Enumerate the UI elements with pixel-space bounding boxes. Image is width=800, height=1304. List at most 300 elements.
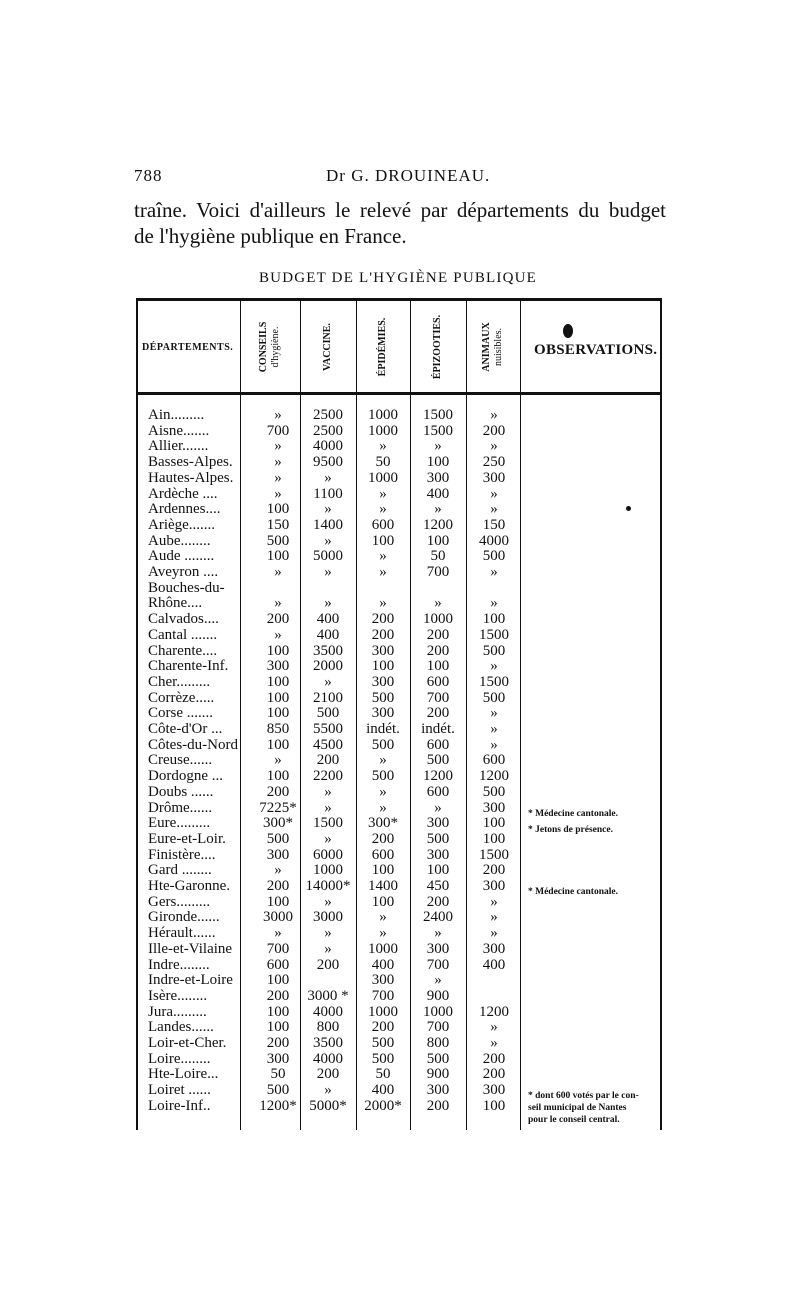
note-loire-inf (528, 1090, 639, 1126)
animaux-cell: 300 (482, 799, 506, 816)
animaux-cell: 250 (482, 454, 506, 471)
epizooties-cell: 450 (426, 878, 450, 894)
vaccine-cell: » (324, 925, 332, 942)
header-animaux-text (481, 302, 505, 392)
table-row (136, 942, 662, 958)
epidemies-cell: 1000 (368, 422, 398, 439)
epidemies-cell: » (379, 752, 387, 769)
epizooties-cell: 500 (426, 752, 450, 769)
header-vaccine (300, 304, 356, 390)
epidemies-cell: 100 (371, 658, 395, 675)
epidemies-cell: 700 (371, 987, 395, 1004)
epizooties-cell: 1200 (423, 768, 453, 785)
vaccine-cell: 2100 (313, 689, 343, 706)
epizooties-cell: 300 (426, 1082, 450, 1099)
conseils-cell: 200 (266, 987, 290, 1004)
table-row (136, 958, 662, 974)
animaux-cell: » (490, 909, 498, 926)
conseils-cell: 50 (270, 1066, 286, 1083)
vaccine-cell: 1500 (313, 815, 343, 832)
vaccine-cell: 200 (316, 956, 340, 973)
epidemies-cell: indét. (366, 721, 400, 737)
vaccine-cell: » (324, 799, 332, 816)
table-row (136, 769, 662, 785)
epizooties-cell: 100 (426, 532, 450, 549)
conseils-cell: 100 (266, 1019, 290, 1036)
table-row (136, 439, 662, 455)
header-conseils-line1: CONSEILS (258, 321, 269, 373)
epizooties-cell: 300 (426, 940, 450, 957)
epidemies-cell: 300 (371, 972, 395, 989)
epidemies-cell: 100 (371, 893, 395, 910)
vaccine-cell: 2200 (313, 768, 343, 785)
epizooties-cell: 1500 (423, 422, 453, 439)
running-title: Dr G. DROUINEAU. (326, 166, 491, 185)
table-row (136, 549, 662, 565)
conseils-cell: 200 (266, 611, 290, 628)
vaccine-cell: 6000 (313, 846, 343, 863)
table-row (136, 612, 662, 628)
vaccine-cell: 3500 (313, 642, 343, 659)
conseils-cell: 700 (266, 940, 290, 957)
conseils-cell: 100 (266, 548, 290, 565)
dept-cell: Cantal ....... (148, 627, 218, 643)
animaux-cell: 200 (482, 1050, 506, 1067)
table-row (136, 1020, 662, 1036)
note-loire-inf-line3: pour le conseil central. (528, 1115, 620, 1125)
conseils-cell: 500 (266, 1082, 290, 1099)
dept-cell: Corse ....... (148, 706, 213, 722)
table-row (136, 455, 662, 471)
table-row (136, 502, 662, 518)
vaccine-cell: 2500 (313, 422, 343, 439)
vaccine-cell: 500 (316, 705, 340, 722)
header-conseils (240, 304, 300, 390)
animaux-cell: » (490, 721, 498, 737)
table-row (136, 518, 662, 534)
epidemies-cell: 1400 (368, 878, 398, 894)
epizooties-cell: 600 (426, 736, 450, 753)
dept-cell: Finistère.... (148, 847, 216, 863)
animaux-cell: 200 (482, 862, 506, 879)
vaccine-cell: 4000 (313, 1050, 343, 1067)
conseils-cell: 850 (266, 721, 290, 737)
epizooties-cell: » (434, 501, 442, 518)
dept-cell: Cher......... (148, 674, 211, 690)
table-title: BUDGET DE L'HYGIÈNE PUBLIQUE (258, 270, 538, 286)
animaux-cell: 1200 (479, 1003, 509, 1020)
dept-cell: Hérault...... (148, 926, 216, 942)
animaux-cell: 600 (482, 752, 506, 769)
epizooties-cell: 1200 (423, 516, 453, 533)
epidemies-cell: 500 (371, 768, 395, 785)
epidemies-cell: 500 (371, 1035, 395, 1051)
conseils-cell: 100 (266, 673, 290, 690)
epizooties-cell: 200 (426, 705, 450, 722)
dept-cell: Landes...... (148, 1020, 214, 1036)
table-row (136, 738, 662, 754)
conseils-cell: 100 (266, 705, 290, 722)
animaux-cell: » (490, 595, 498, 612)
dept-cell: Hte-Garonne. (148, 879, 231, 894)
animaux-cell: 150 (482, 516, 506, 533)
table-row (136, 596, 662, 612)
vaccine-cell: 5500 (313, 721, 343, 737)
table-row (136, 1067, 662, 1083)
intro-paragraph (134, 197, 666, 249)
table-row (136, 534, 662, 550)
vaccine-cell: 2500 (313, 407, 343, 423)
epizooties-cell: 500 (426, 830, 450, 847)
animaux-cell: » (490, 407, 498, 423)
ink-blot (563, 324, 573, 338)
epizooties-cell: 100 (426, 658, 450, 675)
animaux-cell: 100 (482, 830, 506, 847)
table-row (136, 1052, 662, 1068)
table-row (136, 471, 662, 487)
dept-cell: Ardennes.... (148, 502, 221, 518)
animaux-cell: 1500 (479, 626, 509, 643)
epizooties-cell: 900 (426, 987, 450, 1004)
vaccine-cell: 1000 (313, 862, 343, 879)
conseils-cell: 150 (266, 516, 290, 533)
table-row (136, 753, 662, 769)
conseils-cell: 100 (266, 768, 290, 785)
epizooties-cell: 200 (426, 893, 450, 910)
dept-cell: Calvados.... (148, 612, 219, 628)
conseils-cell: 1200* (259, 1097, 297, 1114)
stray-ink-dot (626, 506, 631, 511)
conseils-cell: 100 (266, 501, 290, 518)
animaux-cell: » (490, 1035, 498, 1051)
conseils-cell: » (274, 925, 282, 942)
conseils-cell: 100 (266, 893, 290, 910)
animaux-cell: » (490, 564, 498, 580)
vaccine-cell: 2000 (313, 658, 343, 675)
epizooties-cell: 1000 (423, 611, 453, 628)
epizooties-cell: 300 (426, 815, 450, 832)
intro-line-2: de l'hygiène publique en France. (134, 224, 407, 248)
dept-cell: Côte-d'Or ... (148, 722, 223, 737)
epidemies-cell: 1000 (368, 469, 398, 486)
dept-cell: Loire........ (148, 1051, 211, 1067)
dept-cell: Charente.... (148, 643, 218, 659)
dept-cell: Aveyron .... (148, 565, 219, 580)
animaux-cell: » (490, 705, 498, 722)
conseils-cell: » (274, 595, 282, 612)
table-row (136, 628, 662, 644)
epidemies-cell: 500 (371, 689, 395, 706)
epizooties-cell: 100 (426, 862, 450, 879)
conseils-cell: » (274, 752, 282, 769)
epidemies-cell: » (379, 548, 387, 565)
intro-line-1: traîne. Voici d'ailleurs le relevé par départements du budget (134, 198, 666, 222)
animaux-cell: 300 (482, 878, 506, 894)
note-loire-inf-line1: * dont 600 votés par le con- (528, 1091, 639, 1101)
table-row (136, 424, 662, 440)
header-animaux-line2: nuisibles. (493, 327, 504, 367)
running-header (134, 166, 664, 190)
conseils-cell: 500 (266, 830, 290, 847)
animaux-cell: 500 (482, 642, 506, 659)
conseils-cell: » (274, 564, 282, 580)
vaccine-cell: 1400 (313, 516, 343, 533)
animaux-cell: 500 (482, 689, 506, 706)
epizooties-cell: 200 (426, 626, 450, 643)
dept-cell: Indre........ (148, 957, 210, 973)
epidemies-cell: 400 (371, 956, 395, 973)
vaccine-cell: 3000 * (307, 987, 349, 1004)
epizooties-cell: 600 (426, 783, 450, 800)
dept-cell: Hte-Loire... (148, 1067, 219, 1083)
conseils-cell: 200 (266, 1035, 290, 1051)
conseils-cell: » (274, 454, 282, 471)
table-row (136, 408, 662, 424)
table-row (136, 973, 662, 989)
dept-cell: Charente-Inf. (148, 659, 229, 675)
conseils-cell: 300* (263, 815, 293, 832)
dept-cell: Ain......... (148, 408, 205, 423)
animaux-cell: 300 (482, 1082, 506, 1099)
animaux-cell: 400 (482, 956, 506, 973)
dept-cell: Rhône.... (148, 596, 203, 612)
dept-cell: Doubs ...... (148, 784, 214, 800)
dept-cell: Eure-et-Loir. (148, 831, 226, 847)
header-animaux-line1: ANIMAUX (481, 322, 492, 372)
epidemies-cell: » (379, 595, 387, 612)
dept-cell: Isère........ (148, 988, 208, 1004)
vaccine-cell: 200 (316, 1066, 340, 1083)
epizooties-cell: indét. (421, 721, 455, 737)
dept-cell: Ille-et-Vilaine (148, 941, 233, 957)
table-row (136, 581, 662, 597)
vaccine-cell: 9500 (313, 454, 343, 471)
conseils-cell: 200 (266, 783, 290, 800)
animaux-cell: 100 (482, 815, 506, 832)
vaccine-cell: 5000 (313, 548, 343, 565)
animaux-cell: 100 (482, 611, 506, 628)
dept-cell: Creuse...... (148, 753, 213, 769)
conseils-cell: 100 (266, 689, 290, 706)
animaux-cell: 1500 (479, 673, 509, 690)
animaux-cell: » (490, 925, 498, 942)
table-row (136, 691, 662, 707)
conseils-cell: 600 (266, 956, 290, 973)
dept-cell: Ardèche .... (148, 486, 218, 502)
epizooties-cell: 700 (426, 564, 450, 580)
note-hte-garonne: * Médecine cantonale. (528, 887, 618, 897)
header-vaccine-text: VACCINE. (322, 323, 333, 371)
epidemies-cell: » (379, 485, 387, 502)
conseils-cell: 300 (266, 846, 290, 863)
table-row (136, 785, 662, 801)
header-epizooties-text: ÉPIZOOTIES. (432, 314, 443, 380)
epidemies-cell: » (379, 501, 387, 518)
table-row (136, 1036, 662, 1052)
table-row (136, 722, 662, 738)
epidemies-cell: 600 (371, 516, 395, 533)
vaccine-cell: 4000 (313, 438, 343, 455)
conseils-cell: 500 (266, 532, 290, 549)
header-animaux (466, 304, 520, 390)
dept-cell: Gironde...... (148, 910, 220, 926)
epidemies-cell: 600 (371, 846, 395, 863)
epizooties-cell: 600 (426, 673, 450, 690)
dept-cell: Corrèze..... (148, 690, 215, 706)
vaccine-cell: 800 (316, 1019, 340, 1036)
epidemies-cell: 100 (371, 532, 395, 549)
dept-cell: Loire-Inf.. (148, 1098, 211, 1114)
dept-cell: Loiret ...... (148, 1083, 211, 1099)
epizooties-cell: 700 (426, 1019, 450, 1036)
vaccine-cell: 3500 (313, 1035, 343, 1051)
epidemies-cell: 500 (371, 1050, 395, 1067)
dept-cell: Ariège....... (148, 517, 216, 533)
vaccine-cell: 14000* (305, 878, 351, 894)
table-row (136, 644, 662, 660)
epidemies-cell: » (379, 564, 387, 580)
epidemies-cell: 300 (371, 642, 395, 659)
budget-table (136, 298, 662, 1130)
epidemies-cell: 1000 (368, 407, 398, 423)
animaux-cell: » (490, 736, 498, 753)
vaccine-cell: 1100 (313, 485, 343, 502)
epidemies-cell: 50 (375, 454, 391, 471)
epidemies-cell: 200 (371, 1019, 395, 1036)
vaccine-cell: » (324, 595, 332, 612)
epizooties-cell: 400 (426, 485, 450, 502)
dept-cell: Côtes-du-Nord (148, 737, 238, 753)
table-row (136, 848, 662, 864)
conseils-cell: » (274, 485, 282, 502)
vaccine-cell: » (324, 673, 332, 690)
note-drome: * Médecine cantonale. (528, 809, 618, 819)
dept-cell: Eure......... (148, 816, 211, 832)
epizooties-cell: » (434, 925, 442, 942)
animaux-cell: » (490, 893, 498, 910)
vaccine-cell: 3000 (313, 909, 343, 926)
header-epidemies (356, 304, 410, 390)
epidemies-cell: 400 (371, 1082, 395, 1099)
table-row (136, 706, 662, 722)
animaux-cell: 4000 (479, 532, 509, 549)
dept-cell: Jura......... (148, 1004, 207, 1020)
epizooties-cell: 200 (426, 1097, 450, 1114)
epizooties-cell: 500 (426, 1050, 450, 1067)
animaux-cell: 100 (482, 1097, 506, 1114)
vaccine-cell: » (324, 940, 332, 957)
table-row (136, 1005, 662, 1021)
animaux-cell: 300 (482, 469, 506, 486)
vaccine-cell: » (324, 532, 332, 549)
dept-cell: Drôme...... (148, 800, 213, 816)
dept-cell: Dordogne ... (148, 769, 223, 785)
epizooties-cell: » (434, 799, 442, 816)
vaccine-cell: » (324, 501, 332, 518)
vaccine-cell: 5000* (309, 1097, 347, 1114)
animaux-cell: 500 (482, 548, 506, 565)
conseils-cell: 700 (266, 422, 290, 439)
conseils-cell: 100 (266, 736, 290, 753)
conseils-cell: » (274, 438, 282, 455)
animaux-cell: » (490, 485, 498, 502)
dept-cell: Allier....... (148, 439, 209, 455)
vaccine-cell: 400 (316, 611, 340, 628)
vaccine-cell: » (324, 893, 332, 910)
header-observations: OBSERVATIONS. (534, 342, 658, 358)
epidemies-cell: 1000 (368, 1003, 398, 1020)
dept-cell: Basses-Alpes. (148, 455, 233, 471)
conseils-cell: 300 (266, 658, 290, 675)
epizooties-cell: 300 (426, 846, 450, 863)
vaccine-cell: » (324, 564, 332, 580)
epizooties-cell: » (434, 972, 442, 989)
animaux-cell: 300 (482, 940, 506, 957)
animaux-cell: » (490, 501, 498, 518)
epidemies-cell: 500 (371, 736, 395, 753)
epizooties-cell: 200 (426, 642, 450, 659)
epizooties-cell: 100 (426, 454, 450, 471)
epidemies-cell: 300* (368, 815, 398, 832)
conseils-cell: » (274, 407, 282, 423)
conseils-cell: 7225* (259, 799, 297, 816)
conseils-cell: » (274, 469, 282, 486)
epizooties-cell: 700 (426, 956, 450, 973)
table-row (136, 675, 662, 691)
vaccine-cell: » (324, 1082, 332, 1099)
animaux-cell: 1200 (479, 768, 509, 785)
epizooties-cell: 800 (426, 1035, 450, 1051)
dept-cell: Hautes-Alpes. (148, 470, 234, 486)
epizooties-cell: 700 (426, 689, 450, 706)
epidemies-cell: 200 (371, 626, 395, 643)
epidemies-cell: 1000 (368, 940, 398, 957)
dept-cell: Aisne....... (148, 423, 210, 439)
vaccine-cell: » (324, 469, 332, 486)
table-row (136, 487, 662, 503)
table-row (136, 863, 662, 879)
epizooties-cell: » (434, 595, 442, 612)
epidemies-cell: 300 (371, 673, 395, 690)
animaux-cell: 1500 (479, 846, 509, 863)
conseils-cell: 100 (266, 642, 290, 659)
table-row (136, 926, 662, 942)
header-epidemies-text: ÉPIDÉMIES. (377, 317, 388, 377)
epidemies-cell: 300 (371, 705, 395, 722)
animaux-cell: » (490, 1019, 498, 1036)
table-row (136, 659, 662, 675)
conseils-cell: » (274, 626, 282, 643)
header-departements: DÉPARTEMENTS. (142, 342, 234, 353)
vaccine-cell: 200 (316, 752, 340, 769)
epidemies-cell: » (379, 909, 387, 926)
epidemies-cell: » (379, 799, 387, 816)
table-row (136, 989, 662, 1005)
table-row (136, 565, 662, 581)
epidemies-cell: 200 (371, 830, 395, 847)
dept-cell: Loir-et-Cher. (148, 1036, 227, 1051)
vaccine-cell: 4000 (313, 1003, 343, 1020)
dept-cell: Aube........ (148, 533, 211, 549)
epidemies-cell: 2000* (364, 1097, 402, 1114)
animaux-cell: » (490, 658, 498, 675)
table-top-rule (136, 298, 662, 301)
animaux-cell: » (490, 438, 498, 455)
epidemies-cell: » (379, 925, 387, 942)
epidemies-cell: 50 (375, 1066, 391, 1083)
conseils-cell: 3000 (263, 909, 293, 926)
epidemies-cell: 200 (371, 611, 395, 628)
